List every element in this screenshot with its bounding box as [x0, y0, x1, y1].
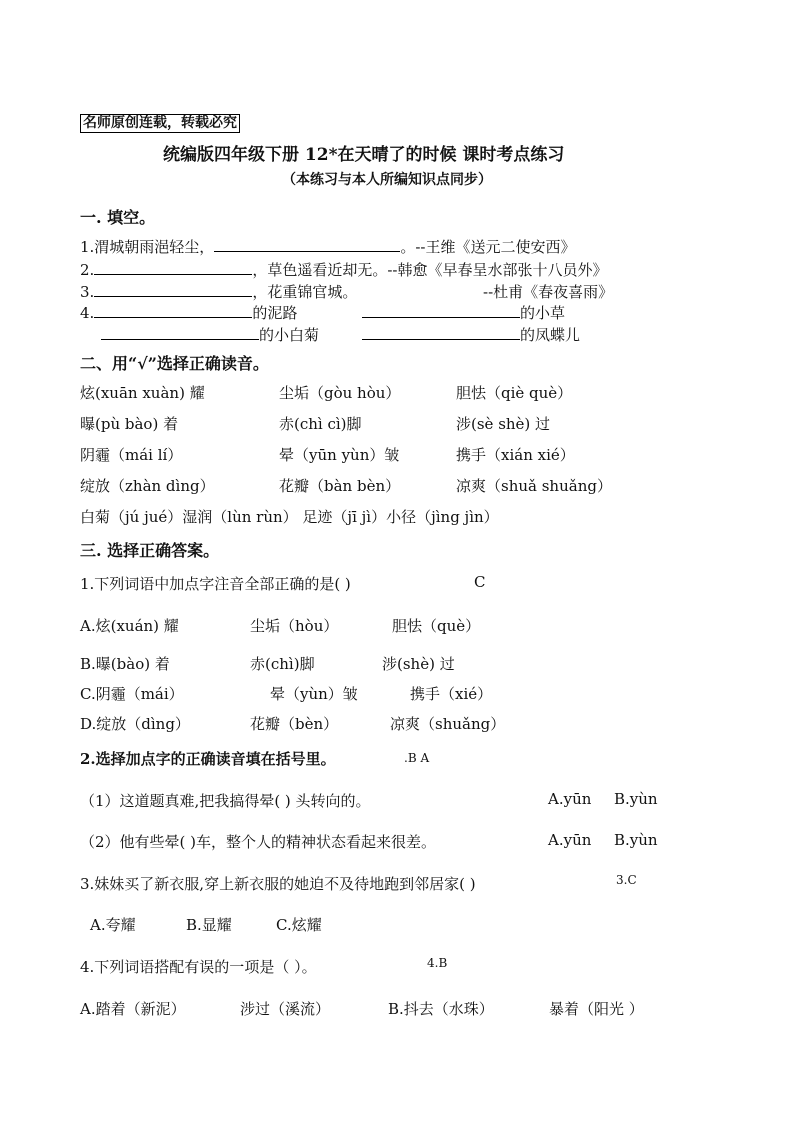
pinyin-row3-col2: 晕（yūn yùn）皱: [279, 446, 400, 464]
section2-heading: 二、用“√”选择正确读音。: [80, 354, 269, 373]
choice-q1-optA-1: A.炫(xuán) 耀: [80, 617, 179, 635]
pinyin-row2-col1: 曝(pù bào) 着: [80, 415, 179, 433]
choice-q4-answer: 4.B: [427, 956, 448, 970]
fill-q3: [80, 281, 357, 302]
choice-q4-optB-2: 暴着（阳光 ）: [549, 1000, 644, 1018]
fill-q3-prefix: 3.: [80, 283, 95, 301]
pinyin-row1-col2: 尘垢（gòu hòu）: [279, 384, 401, 402]
choice-q3-optC: C.炫耀: [276, 916, 322, 934]
fill-q4b-label: 的小草: [520, 304, 566, 322]
fill-q3-source: --杜甫《春夜喜雨》: [483, 283, 614, 301]
choice-q4-optB-1: B.抖去（水珠）: [388, 1000, 494, 1018]
choice-q1: 1.下列词语中加点字注音全部正确的是( ): [80, 575, 351, 593]
fill-q1-prefix: 1.渭城朝雨浥轻尘，: [80, 238, 215, 256]
pinyin-row2-col3: 涉(sè shè) 过: [456, 415, 551, 433]
pinyin-row2-col2: 赤(chì cì)脚: [279, 415, 362, 433]
choice-q1-optB-1: B.曝(bào) 着: [80, 655, 170, 673]
page-subtitle: （本练习与本人所编知识点同步）: [282, 172, 492, 188]
fill-q3-blank: [94, 282, 252, 297]
choice-q1-optC-3: 携手（xié）: [410, 685, 493, 703]
choice-q1-optA-3: 胆怯（què）: [392, 617, 481, 635]
pinyin-row4-col3: 凉爽（shuǎ shuǎng）: [456, 477, 612, 495]
page-title: 统编版四年级下册 12*在天晴了的时候 课时考点练习: [163, 145, 565, 165]
choice-q3-optB: B.显耀: [186, 916, 232, 934]
fill-q4d-blank: [362, 325, 520, 340]
pinyin-row4-col2: 花瓣（bàn bèn）: [279, 477, 401, 495]
choice-q2-1-optA: A.yūn: [548, 790, 592, 808]
fill-q3-suffix: ，花重锦官城。: [252, 283, 358, 301]
choice-q1-optA-2: 尘垢（hòu）: [250, 617, 339, 635]
choice-q2-2-optB: B.yùn: [614, 831, 658, 849]
choice-q1-optD-2: 花瓣（bèn）: [250, 715, 339, 733]
choice-q4-optA-2: 涉过（溪流）: [240, 1000, 331, 1018]
fill-q4a-blank: [94, 303, 252, 318]
choice-q2-answer: .B A: [404, 751, 430, 765]
fill-q2: [80, 259, 607, 280]
pinyin-row3-col1: 阴霾（mái lí）: [80, 446, 183, 464]
pinyin-row5: 白菊（jú jué）湿润（lùn rùn） 足迹（jī jì）小径（jìng jìn）: [80, 508, 499, 526]
fill-q2-prefix: 2.: [80, 261, 95, 279]
pinyin-row1-col1: 炫(xuān xuàn) 耀: [80, 384, 205, 402]
fill-q4d: [362, 324, 580, 345]
fill-q4b: [362, 302, 565, 323]
choice-q1-optD-3: 凉爽（shuǎng）: [390, 715, 506, 733]
pinyin-row1-col3: 胆怯（qiè què）: [456, 384, 573, 402]
choice-q4: 4.下列词语搭配有误的一项是（ ）。: [80, 958, 317, 976]
copyright-badge: 名师原创连载，转载必究: [80, 114, 240, 133]
fill-q1-blank: [214, 237, 400, 252]
pinyin-row4-col1: 绽放（zhàn dìng）: [80, 477, 215, 495]
fill-q2-blank: [94, 260, 252, 275]
choice-q3: 3.妹妹买了新衣服,穿上新衣服的她迫不及待地跑到邻居家( ): [80, 875, 476, 893]
choice-q1-optB-2: 赤(chì)脚: [250, 655, 315, 673]
fill-q4d-label: 的凤蝶儿: [520, 326, 581, 344]
choice-q2-1: （1）这道题真难,把我搞得晕( ) 头转向的。: [80, 792, 371, 810]
choice-q2-1-optB: B.yùn: [614, 790, 658, 808]
choice-q1-optD-1: D.绽放（dìng）: [80, 715, 190, 733]
choice-q2-2: （2）他有些晕( )车，整个人的精神状态看起来很差。: [80, 833, 437, 851]
choice-q3-answer: 3.C: [616, 873, 637, 887]
pinyin-row3-col3: 携手（xián xié）: [456, 446, 575, 464]
fill-q2-suffix: ，草色遥看近却无。--韩愈《早春呈水部张十八员外》: [252, 261, 608, 279]
choice-q4-optA-1: A.踏着（新泥）: [80, 1000, 186, 1018]
fill-q4a-label: 的泥路: [252, 304, 298, 322]
fill-q4-row1: [80, 302, 297, 323]
section3-heading: 三. 选择正确答案。: [80, 541, 220, 560]
fill-q1: [80, 236, 575, 257]
choice-q1-optC-2: 晕（yùn）皱: [270, 685, 358, 703]
fill-q4c-blank: [101, 325, 259, 340]
fill-q4-prefix: 4.: [80, 304, 95, 322]
fill-q4c-label: 的小白菊: [259, 326, 320, 344]
fill-q1-suffix: 。--王维《送元二使安西》: [400, 238, 576, 256]
choice-q1-answer: C: [474, 573, 486, 591]
fill-q4c: [101, 324, 319, 345]
choice-q1-optB-3: 涉(shè) 过: [382, 655, 455, 673]
section1-heading: 一. 填空。: [80, 208, 156, 227]
choice-q2-2-optA: A.yūn: [548, 831, 592, 849]
choice-q2: 2.选择加点字的正确读音填在括号里。: [80, 750, 336, 768]
choice-q3-optA: A.夸耀: [90, 916, 136, 934]
choice-q1-optC-1: C.阴霾（mái）: [80, 685, 184, 703]
fill-q4b-blank: [362, 303, 520, 318]
